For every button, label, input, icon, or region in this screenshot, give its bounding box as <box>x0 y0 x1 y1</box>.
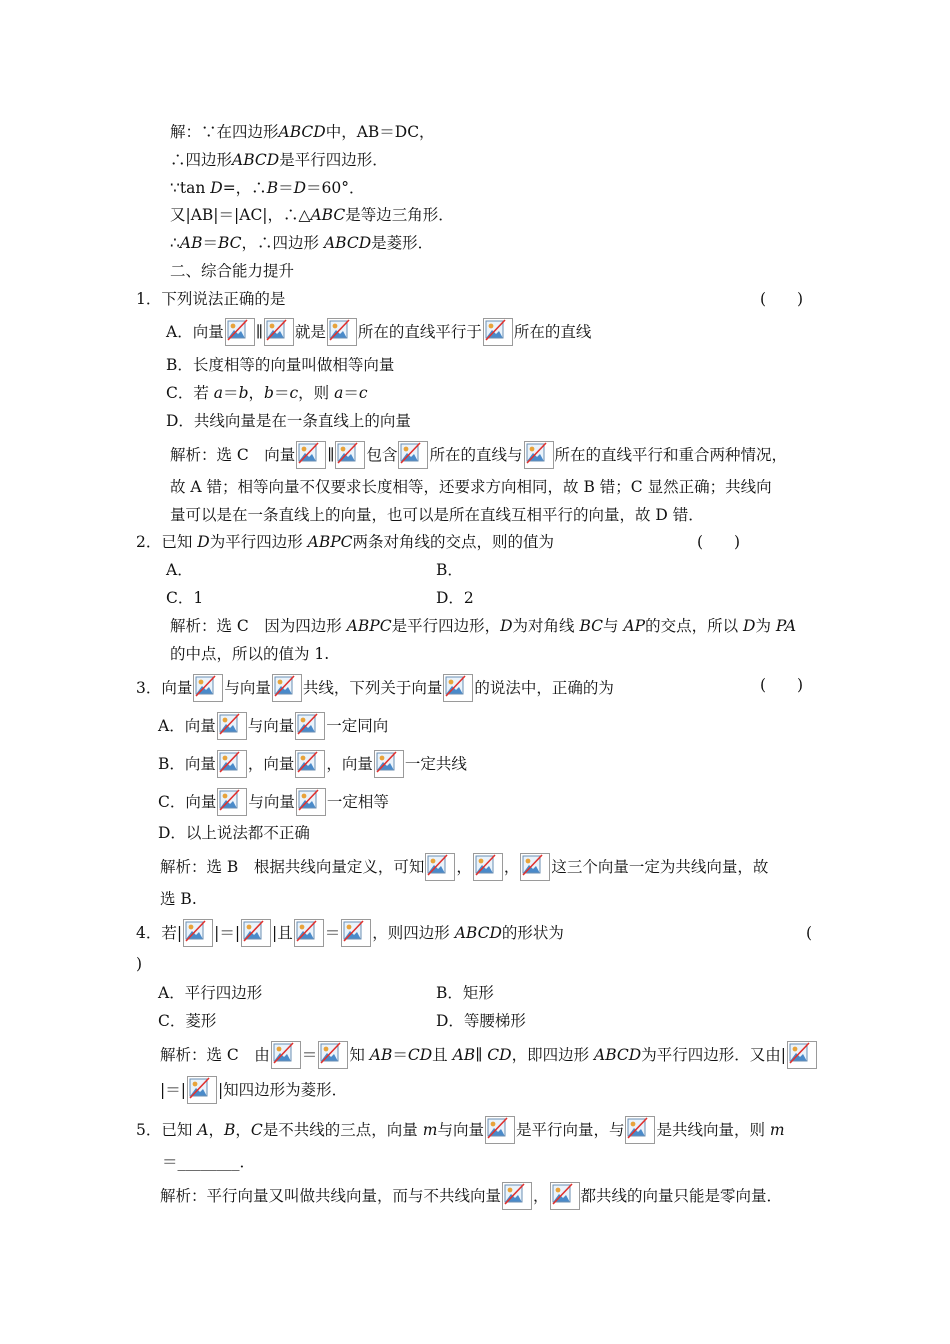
text: ＝60°． <box>306 179 365 197</box>
text: B <box>266 179 279 197</box>
text: ，则 <box>298 384 335 402</box>
text: AB <box>369 1046 393 1064</box>
text: 知 <box>349 1046 370 1064</box>
broken-image-icon <box>485 1116 515 1144</box>
text: 为 <box>755 617 776 635</box>
broken-image-icon <box>264 318 294 346</box>
broken-image-icon <box>241 919 271 947</box>
text: 就是 <box>294 323 326 341</box>
broken-image-icon <box>524 441 554 469</box>
text: 所在的直线与 <box>429 446 523 464</box>
text: ∥ <box>327 446 335 464</box>
text: 是菱形． <box>371 234 434 252</box>
text: AP <box>623 617 646 635</box>
text: ＝ <box>392 1046 408 1064</box>
text: 解：∵在四边形 <box>170 123 279 141</box>
text: BC <box>217 234 242 252</box>
text: ∵tan <box>170 179 211 197</box>
solution-line <box>170 121 435 143</box>
text: b <box>264 384 274 402</box>
text: A．向量 <box>158 717 216 735</box>
text: D．等腰梯形 <box>436 1012 526 1030</box>
option-d <box>436 1010 526 1032</box>
text: 解析：选 C 向量 <box>170 446 296 464</box>
text: 为平行四边形 <box>209 533 308 551</box>
option-d <box>166 410 411 432</box>
text: ， <box>456 858 472 876</box>
text: 为对角线 <box>512 617 580 635</box>
solution-line <box>160 853 768 881</box>
broken-image-icon <box>502 1182 532 1210</box>
broken-image-icon <box>341 919 371 947</box>
text: 为平行四边形．又由| <box>641 1046 786 1064</box>
text: ∴四边形 <box>170 151 233 169</box>
text: CD <box>407 1046 433 1064</box>
solution-line <box>160 1041 818 1069</box>
solution-line <box>170 441 787 469</box>
text: 一定相等 <box>326 793 389 811</box>
broken-image-icon <box>318 1041 348 1069</box>
text: ＝ <box>223 384 239 402</box>
text: C．菱形 <box>158 1012 217 1030</box>
text: AB <box>179 234 203 252</box>
text: ，向量 <box>326 755 373 773</box>
solution-line <box>170 204 454 226</box>
text: ABCD <box>323 234 372 252</box>
text: C．向量 <box>158 793 217 811</box>
text: |且 <box>272 924 293 942</box>
text: ∥ <box>255 323 263 341</box>
broken-image-icon <box>193 674 223 702</box>
text: ， <box>503 858 520 876</box>
text: 选 B. <box>160 890 197 908</box>
text: 5．已知 <box>136 1121 198 1139</box>
text: 2．已知 <box>136 533 198 551</box>
broken-image-icon <box>187 1076 217 1104</box>
answer-paren: ) <box>136 955 143 973</box>
broken-image-icon <box>295 712 325 740</box>
text: a <box>334 384 344 402</box>
text: ， <box>208 1121 225 1139</box>
broken-image-icon <box>217 750 247 778</box>
text: C <box>250 1121 263 1139</box>
text: |知四边形为菱形． <box>217 1081 348 1099</box>
text: ，∴四边形 <box>241 234 324 252</box>
text: 的形状为 <box>501 924 564 942</box>
text: ＝ <box>273 384 290 402</box>
option-d <box>158 822 310 844</box>
solution-line <box>170 504 704 526</box>
text: ， <box>235 1121 251 1139</box>
text: C．1 <box>166 589 204 607</box>
text: D <box>743 617 756 635</box>
answer-paren: ( ) <box>697 533 741 551</box>
option-c <box>158 788 389 816</box>
text: 解析：平行向量又叫做共线向量，而与不共线向量 <box>160 1187 502 1205</box>
broken-image-icon <box>217 712 247 740</box>
broken-image-icon <box>296 441 326 469</box>
text: 是不共线的三点，向量 <box>262 1121 423 1139</box>
broken-image-icon <box>483 318 513 346</box>
text: ABC <box>310 206 346 224</box>
text: D <box>293 179 307 197</box>
text: 都共线的向量只能是零向量． <box>580 1187 783 1205</box>
text: 解析：选 B 根据共线向量定义，可知 <box>160 858 425 876</box>
section-heading <box>170 260 294 282</box>
text: D <box>197 533 210 551</box>
broken-image-icon <box>625 1116 655 1144</box>
answer-paren: ( ) <box>760 676 804 694</box>
text: |＝| <box>214 924 241 942</box>
text: D．以上说法都不正确 <box>158 824 310 842</box>
text: ABCD <box>594 1046 642 1064</box>
text: 量可以是在一条直线上的向量，也可以是所在直线互相平行的向量，故 D 错． <box>170 506 704 524</box>
text: 所在的直线 <box>513 323 592 341</box>
text: 两条对角线的交点，则的值为 <box>352 533 555 551</box>
text: 与向量 <box>248 793 295 811</box>
text: b <box>238 384 249 402</box>
answer-blank[interactable]: ＝________． <box>162 1153 256 1171</box>
text: |＝| <box>160 1081 186 1099</box>
solution-line <box>170 177 365 199</box>
text: 解析：选 C 因为四边形 <box>170 617 347 635</box>
broken-image-icon <box>225 318 255 346</box>
broken-image-icon <box>335 441 365 469</box>
broken-image-icon <box>443 674 473 702</box>
text: ABCD <box>232 151 280 169</box>
text: 是平行四边形， <box>391 617 501 635</box>
text: m <box>769 1121 785 1139</box>
text: A．向量 <box>166 323 224 341</box>
text: D．共线向量是在一条直线上的向量 <box>166 412 411 430</box>
text: PA <box>775 617 797 635</box>
text: C．若 <box>166 384 214 402</box>
text: D <box>500 617 513 635</box>
text: ，则四边形 <box>372 924 455 942</box>
option-a <box>166 318 591 346</box>
text: 共线，下列关于向量 <box>302 679 443 697</box>
text: 1．下列说法正确的是 <box>136 290 286 308</box>
text: CD <box>487 1046 512 1064</box>
broken-image-icon <box>520 853 550 881</box>
solution-line <box>170 643 329 665</box>
question-4 <box>136 919 564 947</box>
text: ABCD <box>454 924 502 942</box>
broken-image-icon <box>217 788 247 816</box>
text: ＝ <box>301 1046 318 1064</box>
broken-image-icon <box>296 788 326 816</box>
option-a <box>166 559 193 581</box>
text: B <box>224 1121 236 1139</box>
broken-image-icon <box>327 318 357 346</box>
option-c <box>166 587 203 609</box>
text: ABPC <box>346 617 392 635</box>
question-2 <box>136 531 554 553</box>
text: 二、综合能力提升 <box>170 262 295 280</box>
solution-line <box>170 149 388 171</box>
text: 是平行向量，与 <box>515 1121 625 1139</box>
text: B．矩形 <box>436 984 494 1002</box>
text: ABCD <box>278 123 326 141</box>
option-a <box>158 982 262 1004</box>
text: 是等边三角形． <box>345 206 454 224</box>
broken-image-icon <box>787 1041 817 1069</box>
text: 3．向量 <box>136 679 193 697</box>
text: c <box>358 384 368 402</box>
solution-line <box>170 615 796 637</box>
text: ∴ <box>170 234 180 252</box>
text: 一定共线 <box>404 755 467 773</box>
option-d <box>436 587 474 609</box>
broken-image-icon <box>295 750 325 778</box>
text: ＝ <box>278 179 294 197</box>
broken-image-icon <box>294 919 324 947</box>
text: 又|AB|＝|AC|，∴△ <box>170 206 311 224</box>
solution-line <box>160 1076 347 1104</box>
option-b <box>436 559 463 581</box>
text: D <box>210 179 223 197</box>
text: 故 A 错；相等向量不仅要求长度相等，还要求方向相同，故 B 错；C 显然正确；共线向 <box>170 478 772 496</box>
option-b <box>166 354 394 376</box>
text: BC <box>579 617 604 635</box>
text: 与向量 <box>224 679 271 697</box>
answer-blank-line <box>162 1151 255 1173</box>
question-1 <box>136 288 285 310</box>
text: m <box>422 1121 438 1139</box>
text: =，∴ <box>222 179 267 197</box>
option-b <box>436 982 494 1004</box>
text: ＝ <box>202 234 218 252</box>
solution-line <box>170 476 772 498</box>
question-3 <box>136 674 614 702</box>
text: 是共线向量，则 <box>656 1121 770 1139</box>
text: 是平行四边形． <box>279 151 388 169</box>
text: a <box>213 384 224 402</box>
text: 的中点，所以的值为 1. <box>170 645 330 663</box>
broken-image-icon <box>550 1182 580 1210</box>
text: ＝ <box>343 384 359 402</box>
text: D．2 <box>436 589 474 607</box>
text: A．平行四边形 <box>158 984 263 1002</box>
text: 包含 <box>366 446 398 464</box>
text: ， <box>248 384 265 402</box>
broken-image-icon <box>272 674 302 702</box>
text: B．长度相等的向量叫做相等向量 <box>166 356 395 374</box>
text: ∥ <box>475 1046 488 1064</box>
broken-image-icon <box>398 441 428 469</box>
text: ，即四边形 <box>511 1046 595 1064</box>
text: ＝ <box>324 924 341 942</box>
text: B． <box>436 561 463 579</box>
text: 这三个向量一定为共线向量，故 <box>551 858 769 876</box>
text: A． <box>166 561 193 579</box>
text: AB <box>452 1046 476 1064</box>
question-5 <box>136 1116 785 1144</box>
text: ， <box>533 1187 549 1205</box>
broken-image-icon <box>473 853 503 881</box>
text: 且 <box>432 1046 453 1064</box>
text: 与向量 <box>437 1121 484 1139</box>
text: 所在的直线平行于 <box>357 323 482 341</box>
text: A <box>197 1121 209 1139</box>
solution-line <box>160 1182 782 1210</box>
text: 所在的直线平行和重合两种情况， <box>554 446 788 464</box>
option-b <box>158 750 467 778</box>
broken-image-icon <box>425 853 455 881</box>
option-c <box>166 382 368 404</box>
text: 与 <box>603 617 624 635</box>
broken-image-icon <box>374 750 404 778</box>
text: 4．若| <box>136 924 183 942</box>
text: 解析：选 C 由 <box>160 1046 270 1064</box>
text: c <box>289 384 299 402</box>
solution-line <box>170 232 433 254</box>
text: 中，AB＝DC， <box>325 123 435 141</box>
text: B．向量 <box>158 755 216 773</box>
text: 的说法中，正确的为 <box>474 679 614 697</box>
option-a <box>158 712 388 740</box>
broken-image-icon <box>183 919 213 947</box>
text: ABPC <box>307 533 353 551</box>
text: 一定同向 <box>326 717 389 735</box>
answer-paren: ( <box>806 924 813 942</box>
text: ，向量 <box>247 755 295 773</box>
solution-line <box>160 888 197 910</box>
broken-image-icon <box>271 1041 301 1069</box>
option-c <box>158 1010 216 1032</box>
text: 与向量 <box>247 717 295 735</box>
answer-paren: ( ) <box>760 290 804 308</box>
text: 的交点，所以 <box>645 617 744 635</box>
